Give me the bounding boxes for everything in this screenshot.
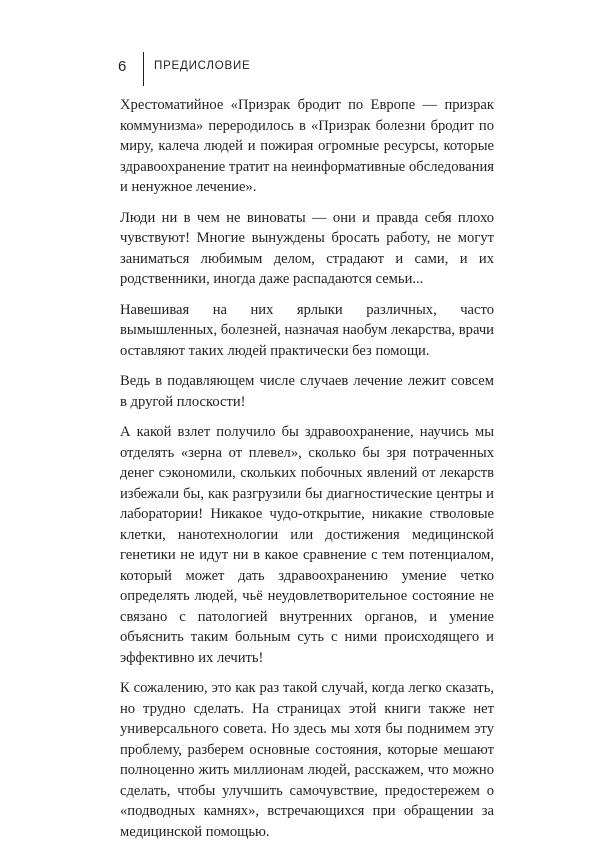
paragraph-2: Люди ни в чем не виноваты — они и правда себя плохо чувствуют! Многие вынуждены бросать работу, не могут заниматься любимым делом, страдают и сами, и их родственники, иногда даже распадаются семьи...: [120, 209, 494, 287]
paragraph-6: К сожалению, это как раз такой случай, когда легко сказать, но трудно сделать. На страницах этой книги также нет универсального совета. Но здесь мы хотя бы поднимем эту проблему, разберем основные состояния, которые мешают полноценно жить миллионам людей, расскажем, что можно сделать, чтобы улучшить самочувствие, предостережем о «подводных камнях», встречающихся при обращении за медицинской помощью.: [120, 680, 494, 840]
running-title: ПРЕДИСЛОВИЕ: [154, 60, 251, 72]
page-number: 6: [118, 58, 127, 75]
paragraph-4: Ведь в подавляющем числе случаев лечение лежит совсем в другой плоскости!: [120, 373, 494, 410]
body-text: [120, 95, 494, 852]
paragraph-3: Навешивая на них ярлыки различных, часто вымышленных, болезней, назначая наобум лекарства, врачи оставляют таких людей практически без помощи.: [120, 301, 494, 359]
page-header: [0, 52, 600, 88]
paragraph-1: Хрестоматийное «Призрак бродит по Европе — призрак коммунизма» переродилось в «Призрак болезни бродит по миру, калеча людей и пожирая огромные ресурсы, которые здравоохранение тратит на неинформативные обследования и ненужное лечение».: [120, 97, 494, 195]
paragraph-5: А какой взлет получило бы здравоохранение, научись мы отделять «зерна от плевел», сколько бы зря потраченных денег сэкономили, скольких побочных явлений от лекарств избежали бы, как разгрузили бы диагностические центры и лаборатории! Никакое чудо-открытие, никакие стволовые клетки, нанотехнологии или достижения медицинской генетики не идут ни в какое сравнение с тем потенциалом, который может дать здравоохранению умение четко определять людей, чьё неудовлетворительное состояние не связано с патологией внутренних органов, и умение объяснить таким больным суть с ними происходящего и эффективно их лечить!: [120, 424, 494, 666]
header-divider: [143, 52, 144, 86]
